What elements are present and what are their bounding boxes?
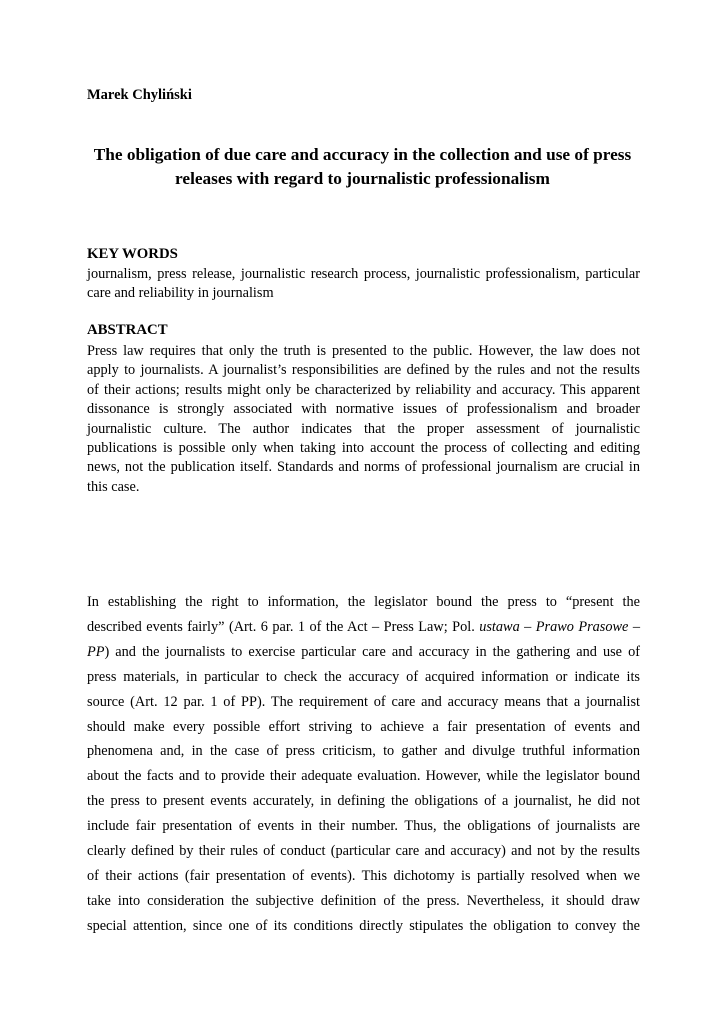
body-line: take into consideration the subjective definition of the press. Nevertheless, it should draw [87, 892, 640, 909]
keywords-text [87, 265, 640, 303]
title-line: The obligation of due care and accuracy in the collection and use of press [93, 145, 632, 164]
abstract-heading: ABSTRACT [87, 322, 168, 338]
body-line: about the facts and to provide their adequate evaluation. However, while the legislator bound [87, 768, 640, 785]
body-line: special attention, since one of its conditions directly stipulates the obligation to convey the [87, 917, 640, 934]
body-line: In establishing the right to information, the legislator bound the press to “present the [87, 594, 640, 610]
abstract-line: Press law requires that only the truth is presented to the public. However, the law does not [87, 343, 640, 359]
italic-citation: PP [87, 643, 105, 660]
abstract-line: dissonance is strongly associated with normative issues of professionalism and broader [87, 401, 640, 418]
body-line: should make every possible effort striving to achieve a fair presentation of events and [87, 718, 640, 735]
body-line: include fair presentation of events in their number. Thus, the obligations of journalists are [87, 818, 640, 835]
body-line: the press to present events accurately, in defining the obligations of a journalist, he did not [87, 793, 640, 810]
body-line-text: described events fairly” (Art. 6 par. 1 of the Act – Press Law; Pol. [87, 618, 480, 635]
body-line [87, 640, 640, 665]
abstract-line: journalistic culture. The author indicates that the proper assessment of journalistic [87, 420, 640, 437]
body-line: clearly defined by their rules of conduct (particular care and accuracy) and not by the results [87, 843, 640, 860]
abstract-line: news, not the publication itself. Standards and norms of professional journalism are crucial in [87, 459, 640, 476]
abstract-line: publications is possible only when taking into account the process of collecting and editing [87, 440, 640, 457]
abstract-line: of their actions; results might only be characterized by reliability and accuracy. This apparent [87, 381, 640, 398]
author-name: Marek Chyliński [87, 87, 192, 103]
body-line: source (Art. 12 par. 1 of PP). The requirement of care and accuracy means that a journalist [87, 693, 640, 710]
abstract-line: this case. [87, 478, 140, 495]
body-line: of their actions (fair presentation of events). This dichotomy is partially resolved when we [87, 867, 640, 884]
title-line: releases with regard to journalistic professionalism [175, 169, 550, 188]
body-line [87, 615, 640, 640]
body-paragraph [87, 590, 640, 939]
italic-citation: ustawa – Prawo Prasowe – [479, 618, 640, 635]
keywords-heading: KEY WORDS [87, 246, 178, 262]
paper-title [70, 143, 655, 191]
abstract-line: apply to journalists. A journalist’s responsibilities are defined by the rules and not the results [87, 362, 640, 379]
keywords-line: care and reliability in journalism [87, 285, 274, 301]
abstract-text [87, 342, 640, 497]
body-line-text: ) and the journalists to exercise particular care and accuracy in the gathering and use of [104, 643, 640, 660]
keywords-line: journalism, press release, journalistic research process, journalistic professionalism, particular [87, 266, 640, 282]
body-line: press materials, in particular to check the accuracy of acquired information or indicate its [87, 668, 640, 685]
body-line: phenomena and, in the case of press criticism, to gather and divulge truthful information [87, 743, 640, 760]
